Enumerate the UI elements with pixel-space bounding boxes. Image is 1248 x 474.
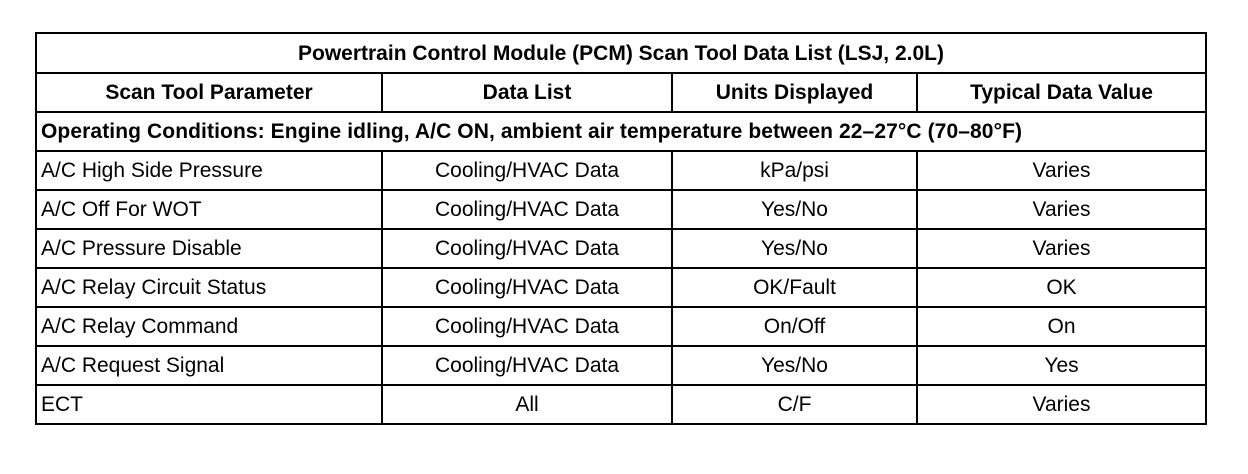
units-displayed-cell: Yes/No [672, 346, 917, 385]
typical-data-value-cell: OK [917, 268, 1206, 307]
column-header-scan-tool-parameter: Scan Tool Parameter [36, 73, 382, 112]
table-header-row [36, 73, 1206, 112]
operating-conditions-row [36, 112, 1206, 151]
scan-tool-data-table-container [35, 32, 1205, 425]
table-row [36, 151, 1206, 190]
units-displayed-cell: Yes/No [672, 229, 917, 268]
table-row [36, 268, 1206, 307]
scan-tool-parameter-cell: A/C High Side Pressure [36, 151, 382, 190]
scan-tool-parameter-cell: A/C Relay Circuit Status [36, 268, 382, 307]
table-row [36, 307, 1206, 346]
data-list-cell: Cooling/HVAC Data [382, 229, 672, 268]
column-header-data-list: Data List [382, 73, 672, 112]
table-row [36, 346, 1206, 385]
typical-data-value-cell: Yes [917, 346, 1206, 385]
scan-tool-parameter-cell: A/C Request Signal [36, 346, 382, 385]
typical-data-value-cell: Varies [917, 190, 1206, 229]
table-title-row [36, 33, 1206, 73]
table-row [36, 190, 1206, 229]
units-displayed-cell: OK/Fault [672, 268, 917, 307]
data-list-cell: Cooling/HVAC Data [382, 190, 672, 229]
data-list-cell: Cooling/HVAC Data [382, 151, 672, 190]
table-title: Powertrain Control Module (PCM) Scan Tool Data List (LSJ, 2.0L) [36, 33, 1206, 73]
units-displayed-cell: On/Off [672, 307, 917, 346]
data-list-cell: Cooling/HVAC Data [382, 346, 672, 385]
units-displayed-cell: C/F [672, 385, 917, 424]
units-displayed-cell: kPa/psi [672, 151, 917, 190]
typical-data-value-cell: Varies [917, 385, 1206, 424]
typical-data-value-cell: Varies [917, 151, 1206, 190]
table-row [36, 229, 1206, 268]
data-list-cell: All [382, 385, 672, 424]
table-row [36, 385, 1206, 424]
scan-tool-parameter-cell: A/C Pressure Disable [36, 229, 382, 268]
data-list-cell: Cooling/HVAC Data [382, 268, 672, 307]
data-list-cell: Cooling/HVAC Data [382, 307, 672, 346]
scan-tool-parameter-cell: A/C Relay Command [36, 307, 382, 346]
typical-data-value-cell: Varies [917, 229, 1206, 268]
scan-tool-data-table [35, 32, 1207, 425]
typical-data-value-cell: On [917, 307, 1206, 346]
scan-tool-parameter-cell: ECT [36, 385, 382, 424]
units-displayed-cell: Yes/No [672, 190, 917, 229]
column-header-typical-data-value: Typical Data Value [917, 73, 1206, 112]
scan-tool-parameter-cell: A/C Off For WOT [36, 190, 382, 229]
column-header-units-displayed: Units Displayed [672, 73, 917, 112]
operating-conditions: Operating Conditions: Engine idling, A/C ON, ambient air temperature between 22–27°C (70–80°F) [36, 112, 1206, 151]
